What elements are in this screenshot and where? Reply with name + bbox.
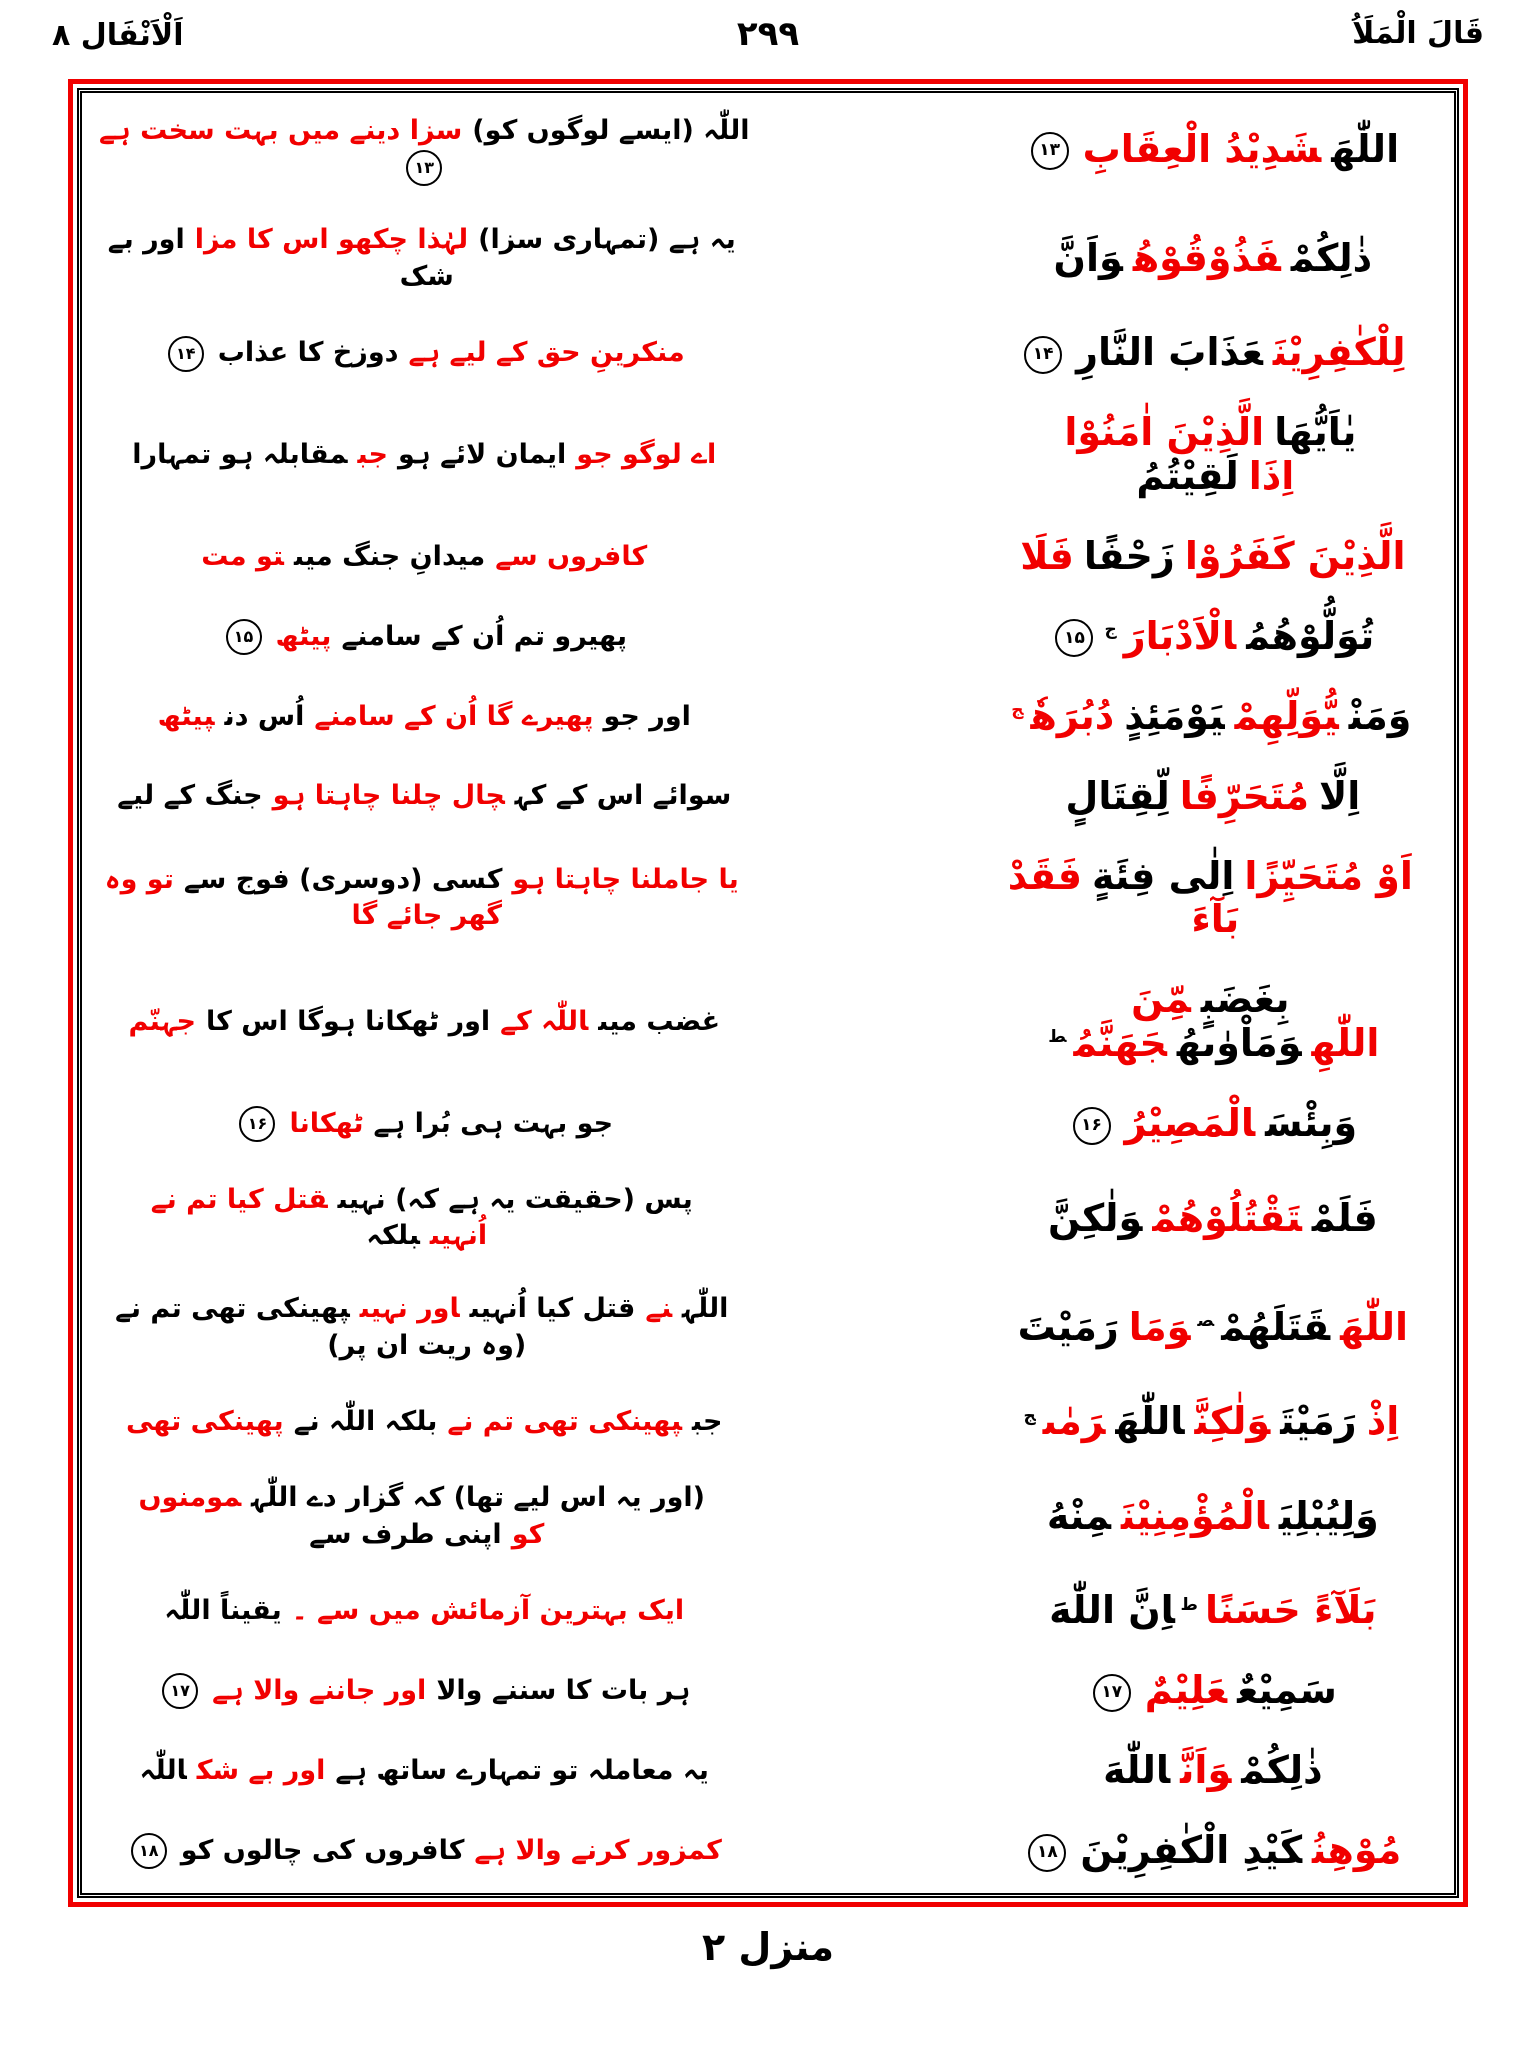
urdu-text-segment: یہ ہے (تمہاری سزا) bbox=[478, 224, 736, 256]
arabic-verse-line bbox=[984, 695, 1442, 739]
arabic-text-segment: تُوَلُّوْهُمُ bbox=[1246, 613, 1375, 658]
arabic-text-segment: لَقِيْتُمُ bbox=[1136, 454, 1239, 499]
arabic-text-segment: اِلَّا bbox=[1318, 773, 1361, 818]
verse-row bbox=[88, 1589, 1448, 1633]
urdu-text-segment: نے bbox=[645, 1293, 673, 1325]
verse-row bbox=[88, 1182, 1448, 1255]
arabic-verse-line bbox=[984, 1749, 1442, 1793]
verse-row bbox=[88, 615, 1448, 659]
urdu-text-segment: جہنّم bbox=[128, 1005, 196, 1037]
urdu-translation-line bbox=[94, 699, 755, 735]
urdu-text-segment: جنگ کے لیے bbox=[117, 780, 263, 812]
urdu-translation-line bbox=[94, 1291, 755, 1364]
verse-number-badge: ۱۵ bbox=[226, 619, 262, 655]
page-border-black bbox=[77, 88, 1459, 1898]
verse-number-badge: ۱۶ bbox=[239, 1106, 275, 1142]
urdu-translation-line bbox=[94, 619, 755, 656]
arabic-verse-line bbox=[984, 331, 1442, 375]
urdu-text-segment: کسی (دوسری) فوج سے bbox=[183, 864, 503, 895]
arabic-text-segment: وَمَاْوٰىهُ bbox=[1176, 1021, 1302, 1066]
arabic-text-segment: شَدِيْدُ الْعِقَابِ bbox=[1082, 126, 1322, 171]
arabic-text-segment: اللّٰهَ bbox=[1103, 1748, 1171, 1793]
urdu-text-segment: مومنوں کو bbox=[138, 1482, 545, 1550]
arabic-text-segment: لِّقِتَالٍ bbox=[1065, 773, 1170, 818]
urdu-text-segment: جو بہت ہی بُرا ہے bbox=[373, 1107, 614, 1139]
verse-row bbox=[88, 1829, 1448, 1873]
urdu-translation-line bbox=[94, 1593, 755, 1629]
urdu-text-segment: پیٹھ bbox=[275, 620, 332, 652]
arabic-verse-line bbox=[984, 1197, 1442, 1241]
verse-row bbox=[88, 1291, 1448, 1364]
pause-mark: ط bbox=[1181, 1594, 1198, 1615]
verse-number-badge: ۱۸ bbox=[131, 1833, 167, 1869]
urdu-translation-line bbox=[94, 778, 755, 814]
verse-row bbox=[88, 113, 1448, 186]
page-number: ۲۹۹ bbox=[736, 14, 800, 54]
urdu-text-segment: مقابلہ ہو تمہارا bbox=[132, 438, 348, 470]
arabic-verse-line bbox=[984, 615, 1442, 659]
urdu-text-segment: (اور یہ اس لیے تھا) کہ گزار دے اللّٰہ bbox=[251, 1482, 705, 1514]
arabic-text-segment: يَوْمَئِذٍ bbox=[1124, 693, 1225, 738]
arabic-text-segment: وَمَنْ bbox=[1348, 693, 1412, 738]
urdu-text-segment: اور جو bbox=[603, 700, 691, 732]
urdu-text-segment: اُس دن bbox=[224, 700, 305, 732]
arabic-text-segment: وَمَا bbox=[1128, 1304, 1191, 1349]
urdu-text-segment: اور بے شک bbox=[107, 224, 454, 292]
urdu-text-segment: پیٹھ bbox=[157, 700, 215, 732]
verse-number-badge: ۱۷ bbox=[162, 1673, 198, 1709]
arabic-text-segment: عَذَابَ النَّارِ bbox=[1076, 330, 1263, 375]
urdu-translation-line bbox=[94, 1106, 755, 1143]
arabic-text-segment: وَلٰكِنَّ bbox=[1047, 1195, 1143, 1240]
arabic-text-segment: الْمُؤْمِنِيْنَ bbox=[1120, 1493, 1269, 1538]
verse-row bbox=[88, 775, 1448, 819]
urdu-text-segment: اللّٰہ (ایسے لوگوں کو) bbox=[472, 115, 750, 147]
arabic-text-segment: وَاَنَّ bbox=[1053, 235, 1123, 280]
arabic-verse-line bbox=[984, 128, 1442, 172]
urdu-text-segment: یا جاملنا چاہتا ہو bbox=[512, 864, 739, 895]
urdu-text-segment: پھیرے گا اُن کے سامنے bbox=[314, 700, 594, 732]
arabic-text-segment: رَمَيْتَ bbox=[1017, 1304, 1119, 1349]
verse-number-badge: ۱۳ bbox=[1031, 132, 1069, 170]
pause-mark: ج bbox=[1104, 620, 1117, 641]
verse-row bbox=[88, 535, 1448, 579]
urdu-text-segment: کافروں سے bbox=[495, 540, 648, 572]
urdu-text-segment: ایمان لائے ہو bbox=[397, 438, 567, 470]
urdu-text-segment: سوائے اس کے کہ bbox=[514, 780, 732, 812]
verse-number-badge: ۱۷ bbox=[1093, 1674, 1131, 1712]
arabic-text-segment: لِلْكٰفِرِيْنَ bbox=[1272, 330, 1406, 375]
arabic-text-segment: اِنَّ اللّٰهَ bbox=[1049, 1588, 1175, 1633]
arabic-text-segment: عَلِيْمٌ bbox=[1144, 1668, 1228, 1713]
arabic-text-segment: رَمَيْتَ bbox=[1280, 1399, 1357, 1444]
arabic-verse-line bbox=[984, 1669, 1442, 1713]
arabic-verse-line bbox=[984, 237, 1442, 281]
verse-row bbox=[88, 1480, 1448, 1553]
arabic-text-segment: كَيْدِ الْكٰفِرِيْنَ bbox=[1080, 1828, 1303, 1873]
urdu-text-segment: غضب میں bbox=[598, 1005, 721, 1037]
arabic-text-segment: جَهَنَّمُ bbox=[1073, 1021, 1167, 1066]
verse-row bbox=[88, 695, 1448, 739]
page-border-red bbox=[68, 79, 1468, 1907]
urdu-text-segment: چال چلنا چاہتا ہو bbox=[272, 780, 505, 812]
urdu-text-segment: اور بے شک bbox=[196, 1754, 326, 1786]
verse-row bbox=[88, 1669, 1448, 1713]
urdu-translation-line bbox=[94, 113, 755, 186]
urdu-text-segment: اور نہیں bbox=[359, 1293, 460, 1325]
arabic-text-segment: يُّوَلِّهِمْ bbox=[1234, 693, 1339, 738]
arabic-text-segment: وَلٰكِنَّ bbox=[1194, 1399, 1271, 1444]
urdu-text-segment: یقیناً اللّٰہ bbox=[164, 1594, 282, 1626]
urdu-translation-line bbox=[94, 1833, 755, 1870]
arabic-text-segment: وَبِئْسَ bbox=[1265, 1101, 1358, 1145]
urdu-text-segment: ایک بہترین آزمائش میں سے ۔ bbox=[291, 1594, 685, 1626]
verse-row bbox=[88, 978, 1448, 1065]
arabic-text-segment: فَذُوْقُوْهُ bbox=[1132, 235, 1281, 280]
urdu-translation-line bbox=[94, 1753, 755, 1789]
arabic-text-segment: رَمٰى bbox=[1042, 1399, 1106, 1444]
arabic-verse-line bbox=[984, 775, 1442, 819]
urdu-translation-line bbox=[94, 1673, 755, 1710]
arabic-verse-line bbox=[984, 1589, 1442, 1633]
urdu-text-segment: کافروں کی چالوں کو bbox=[180, 1834, 465, 1866]
arabic-text-segment: وَلِيُبْلِيَ bbox=[1278, 1493, 1379, 1538]
arabic-text-segment: اِلٰى فِئَةٍ bbox=[1091, 853, 1235, 898]
arabic-text-segment: زَحْفًا bbox=[1083, 534, 1175, 578]
pause-mark: ج bbox=[1023, 1405, 1036, 1426]
arabic-text-segment: مُتَحَرِّفًا bbox=[1179, 773, 1309, 818]
urdu-text-segment: قتل کیا تم نے اُنہیں bbox=[150, 1183, 488, 1252]
arabic-text-segment: ذٰلِكُمْ bbox=[1290, 235, 1373, 280]
arabic-text-segment: مِّنَ اللّٰهِ bbox=[1131, 977, 1380, 1066]
arabic-text-segment: تَقْتُلُوْهُمْ bbox=[1152, 1195, 1302, 1240]
urdu-text-segment: بلکہ bbox=[366, 1220, 420, 1252]
urdu-text-segment: اپنی طرف سے bbox=[309, 1518, 502, 1550]
urdu-text-segment: اے لوگو جو bbox=[576, 438, 717, 470]
surah-title: اَلْاَنْفَال ۸ bbox=[52, 18, 184, 53]
arabic-text-segment: دُبُرَهٗ bbox=[1030, 693, 1115, 738]
arabic-text-segment: وَاَنَّ bbox=[1180, 1748, 1232, 1793]
arabic-text-segment: اللّٰهَ bbox=[1340, 1304, 1409, 1349]
verse-row bbox=[88, 1400, 1448, 1444]
urdu-text-segment: منکرینِ حق کے لیے ہے bbox=[408, 337, 685, 369]
verses-grid bbox=[88, 95, 1448, 1891]
arabic-verse-line bbox=[984, 1102, 1442, 1146]
verse-row bbox=[88, 1102, 1448, 1146]
verse-row bbox=[88, 855, 1448, 942]
urdu-translation-line bbox=[94, 1480, 755, 1553]
urdu-translation-line bbox=[94, 437, 755, 473]
arabic-text-segment: مِنْهُ bbox=[1046, 1493, 1111, 1538]
arabic-text-segment: قَتَلَهُمْ bbox=[1221, 1304, 1331, 1349]
urdu-translation-line bbox=[94, 1404, 755, 1440]
manzil-label: منزل ۲ bbox=[701, 1925, 835, 1969]
urdu-text-segment: ٹھکانا bbox=[289, 1107, 364, 1139]
urdu-text-segment: سزا دینے میں بہت سخت ہے bbox=[99, 115, 463, 147]
arabic-text-segment: فَلَا bbox=[1020, 534, 1074, 578]
juz-title: قَالَ الْمَلَاُ bbox=[1352, 16, 1484, 51]
urdu-text-segment: پھینکی تھی تم نے (وہ ریت ان پر) bbox=[115, 1293, 527, 1361]
urdu-translation-line bbox=[94, 1182, 755, 1255]
urdu-text-segment: پس (حقیقت یہ ہے کہ) نہیں bbox=[337, 1183, 693, 1215]
urdu-translation-line bbox=[94, 222, 755, 295]
verse-number-badge: ۱۴ bbox=[168, 336, 204, 372]
verse-number-badge: ۱۸ bbox=[1028, 1834, 1066, 1872]
arabic-text-segment: بِغَضَبٍ bbox=[1200, 977, 1290, 1022]
urdu-text-segment: قتل کیا اُنہیں bbox=[469, 1293, 636, 1325]
verse-number-badge: ۱۶ bbox=[1073, 1107, 1111, 1145]
verse-row bbox=[88, 1749, 1448, 1793]
arabic-text-segment: الْاَدْبَارَ bbox=[1123, 613, 1237, 658]
urdu-text-segment: پھیرو تم اُن کے سامنے bbox=[341, 620, 627, 652]
urdu-translation-line bbox=[94, 539, 755, 575]
urdu-text-segment: اللّٰہ bbox=[682, 1293, 729, 1325]
urdu-translation-line bbox=[94, 335, 755, 372]
page-header bbox=[0, 0, 1536, 79]
verse-row bbox=[88, 222, 1448, 295]
pause-mark: ج bbox=[1011, 700, 1024, 721]
arabic-verse-line bbox=[984, 535, 1442, 579]
arabic-text-segment: الْمَصِيْرُ bbox=[1124, 1101, 1256, 1145]
urdu-text-segment: اللّٰہ کے bbox=[500, 1005, 589, 1037]
urdu-text-segment: اور ٹھکانا ہوگا اس کا bbox=[205, 1005, 491, 1037]
verse-number-badge: ۱۵ bbox=[1055, 619, 1093, 657]
arabic-text-segment: اللّٰهَ bbox=[1115, 1399, 1185, 1444]
urdu-text-segment: پھینکی تھی bbox=[125, 1405, 284, 1437]
urdu-text-segment: کمزور کرنے والا ہے bbox=[474, 1834, 722, 1866]
arabic-verse-line bbox=[984, 1829, 1442, 1873]
urdu-text-segment: بلکہ اللّٰہ نے bbox=[293, 1405, 438, 1437]
urdu-text-segment: جب bbox=[692, 1405, 723, 1437]
arabic-text-segment: الَّذِيْنَ كَفَرُوْا bbox=[1184, 534, 1406, 578]
urdu-text-segment: تو وہ گھر جائے گا bbox=[104, 864, 503, 932]
pause-mark: ص bbox=[1197, 1311, 1215, 1331]
arabic-verse-line bbox=[984, 1400, 1442, 1444]
urdu-text-segment: یہ معاملہ تو تمہارے ساتھ ہے bbox=[335, 1754, 709, 1786]
urdu-text-segment: اللّٰہ bbox=[139, 1754, 187, 1786]
urdu-text-segment: تو مت bbox=[201, 540, 284, 572]
arabic-verse-line bbox=[984, 411, 1442, 498]
verse-row bbox=[88, 411, 1448, 498]
arabic-text-segment: فَقَدْ بَآءَ bbox=[1007, 853, 1240, 942]
arabic-text-segment: اِذْ bbox=[1366, 1399, 1400, 1444]
page-footer bbox=[0, 1925, 1536, 1969]
arabic-verse-line bbox=[984, 978, 1442, 1065]
arabic-text-segment: ذٰلِكُمْ bbox=[1241, 1748, 1323, 1793]
pause-mark: ط bbox=[1048, 1027, 1067, 1048]
urdu-text-segment: جب bbox=[357, 438, 388, 470]
arabic-text-segment: الَّذِيْنَ اٰمَنُوْا اِذَا bbox=[1064, 410, 1295, 499]
urdu-text-segment: میدانِ جنگ میں bbox=[293, 540, 486, 572]
arabic-text-segment: اللّٰهَ bbox=[1331, 126, 1400, 171]
verse-number-badge: ۱۳ bbox=[406, 150, 442, 186]
verse-number-badge: ۱۴ bbox=[1024, 336, 1062, 374]
arabic-text-segment: بَلَآءً حَسَنًا bbox=[1204, 1588, 1377, 1633]
verse-row bbox=[88, 331, 1448, 375]
arabic-verse-line bbox=[984, 855, 1442, 942]
arabic-verse-line bbox=[984, 1495, 1442, 1539]
arabic-text-segment: مُوْهِنُ bbox=[1312, 1828, 1402, 1873]
urdu-text-segment: دوزخ کا عذاب bbox=[217, 337, 399, 369]
urdu-text-segment: ہر بات کا سننے والا bbox=[436, 1674, 691, 1706]
arabic-text-segment: اَوْ مُتَحَيِّزًا bbox=[1244, 853, 1413, 898]
arabic-text-segment: يٰاَيُّهَا bbox=[1274, 410, 1357, 455]
arabic-text-segment: سَمِيْعٌ bbox=[1237, 1668, 1337, 1713]
urdu-text-segment: لہٰذا چکھو اس کا مزا bbox=[194, 224, 469, 256]
arabic-verse-line bbox=[984, 1306, 1442, 1350]
urdu-text-segment: پھینکی تھی تم نے bbox=[447, 1405, 683, 1437]
urdu-text-segment: اور جاننے والا ہے bbox=[212, 1674, 427, 1706]
urdu-translation-line bbox=[94, 1004, 755, 1040]
urdu-translation-line bbox=[94, 862, 755, 935]
arabic-text-segment: فَلَمْ bbox=[1311, 1195, 1378, 1240]
